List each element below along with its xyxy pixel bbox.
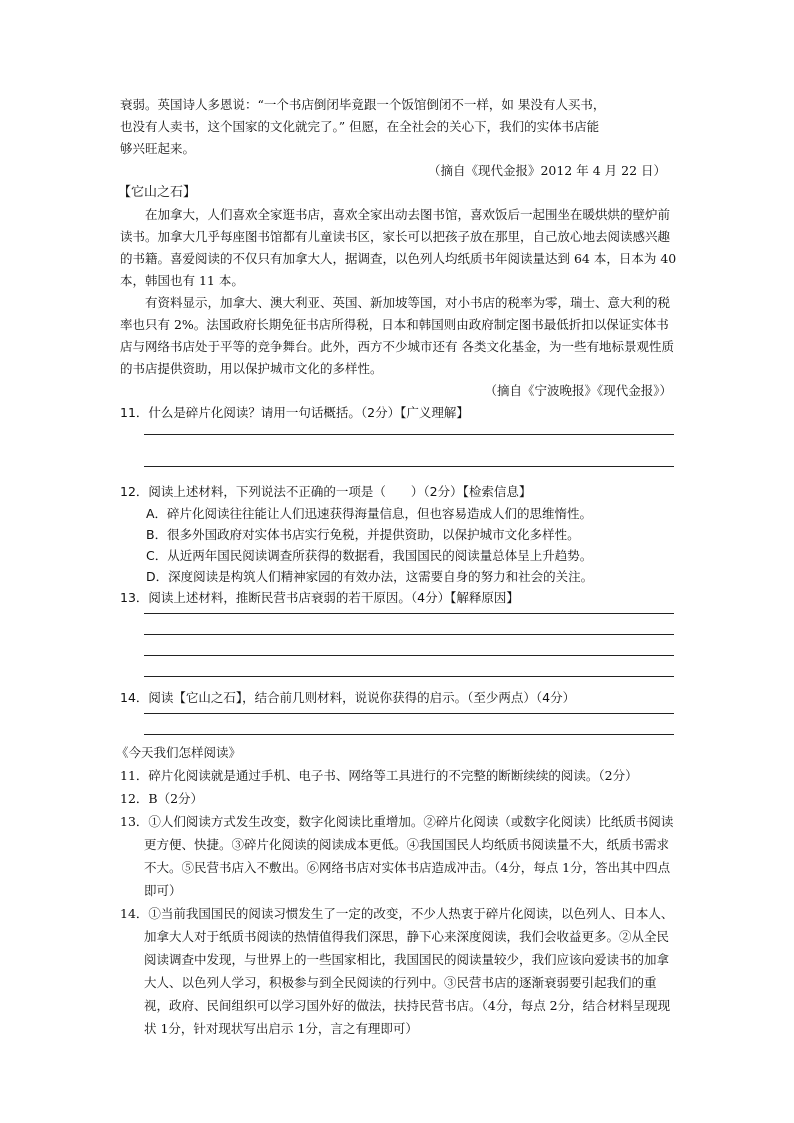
answer-key-title: 《今天我们怎样阅读》	[116, 745, 242, 760]
answer-11: 11．碎片化阅读就是通过手机、电子书、网络等工具进行的不完整的断断续续的阅读。（2分）	[120, 768, 638, 783]
answer-14: 14．①当前我国国民的阅读习惯发生了一定的改变，不少人热衷于碎片化阅读，以色列人、日本人、加拿大人对于纸质书阅读的热情值得我们深思，静下心来深度阅读，我们会收益更多。②从全民阅读调查中发现，与世界上的一些国家相比，我国国民的阅读量较少，我们应该向爱读书的加拿大人、以色列人学习，积极参与到全民阅读的行列中。③民营书店的逐渐衰弱要引起我们的重视，政府、民间组织可以学习国外好的做法，扶持民营书店。（4分，每点 2分，结合材料呈现现状 1分，针对现状写出启示 1分，言之有理即可）	[120, 906, 674, 1036]
passage-line: 也没有人卖书，这个国家的文化就完了。” 但愿，在全社会的关心下，我们的实体书店能	[120, 119, 600, 134]
document-page	[116, 94, 680, 1040]
question-11: 11．什么是碎片化阅读？请用一句话概括。（2分）【广义理解】	[120, 405, 469, 420]
option-a[interactable]: A．碎片化阅读往往能让人们迅速获得海量信息，但也容易造成人们的思维惰性。	[146, 506, 593, 521]
passage-line: 够兴旺起来。	[120, 141, 196, 156]
question-13: 13．阅读上述材料，推断民营书店衰弱的若干原因。（4分）【解释原因】	[120, 590, 519, 605]
option-b[interactable]: B．很多外国政府对实体书店实行免税，并提供资助，以保护城市文化多样性。	[146, 527, 580, 542]
passage-paragraph: 有资料显示，加拿大、澳大利亚、英国、新加坡等国，对小书店的税率为零，瑞士、意大利的税率也只有 2%。法国政府长期免征书店所得税，日本和韩国则由政府制定图书最低折扣以保证实体书店与网络书店处于平等的竞争舞台。此外，西方不少城市还有 各类文化基金，为一些有地标景观性质的书店提供资助，用以保护城市文化的多样性。	[120, 295, 674, 376]
question-14: 14．阅读【它山之石】，结合前几则材料，说说你获得的启示。（至少两点）（4分）	[120, 690, 576, 705]
answer-12: 12．B（2分）	[120, 791, 204, 806]
passage-paragraph: 在加拿大，人们喜欢全家逛书店，喜欢全家出动去图书馆，喜欢饭后一起围坐在暖烘烘的壁炉前读书。加拿大几乎每座图书馆都有儿童读书区，家长可以把孩子放在那里，自己放心地去阅读感兴趣的书籍。喜爱阅读的不仅只有加拿大人，据调查，以色列人均纸质书年阅读量达到 64 本，日本为 40 本，韩国也有 11 本。	[120, 207, 677, 288]
source-citation: （摘自《现代金报》2012 年 4 月 22 日）	[427, 163, 666, 178]
question-12: 12．阅读上述材料，下列说法不正确的一项是（ ）（2分）【检索信息】	[120, 484, 532, 499]
source-citation: （摘自《宁波晚报》《现代金报》）	[484, 383, 672, 398]
section-title: 【它山之石】	[118, 185, 197, 200]
option-d[interactable]: D．深度阅读是构筑人们精神家园的有效办法，这需要自身的努力和社会的关注。	[146, 569, 594, 584]
option-c[interactable]: C．从近两年国民阅读调查所获得的数据看，我国国民的阅读量总体呈上升趋势。	[146, 548, 593, 563]
answer-13: 13．①人们阅读方式发生改变，数字化阅读比重增加。②碎片化阅读（或数字化阅读）比纸质书阅读更方便、快捷。③碎片化阅读的阅读成本更低。④我国国民人均纸质书阅读量不大，纸质书需求不大。⑤民营书店入不敷出。⑥网络书店对实体书店造成冲击。（4分，每点 1分，答出其中四点即可）	[120, 814, 674, 898]
passage-line: 衰弱。英国诗人多恩说：“一个书店倒闭毕竟跟一个饭馆倒闭不一样，如 果没有人买书，	[120, 97, 606, 112]
